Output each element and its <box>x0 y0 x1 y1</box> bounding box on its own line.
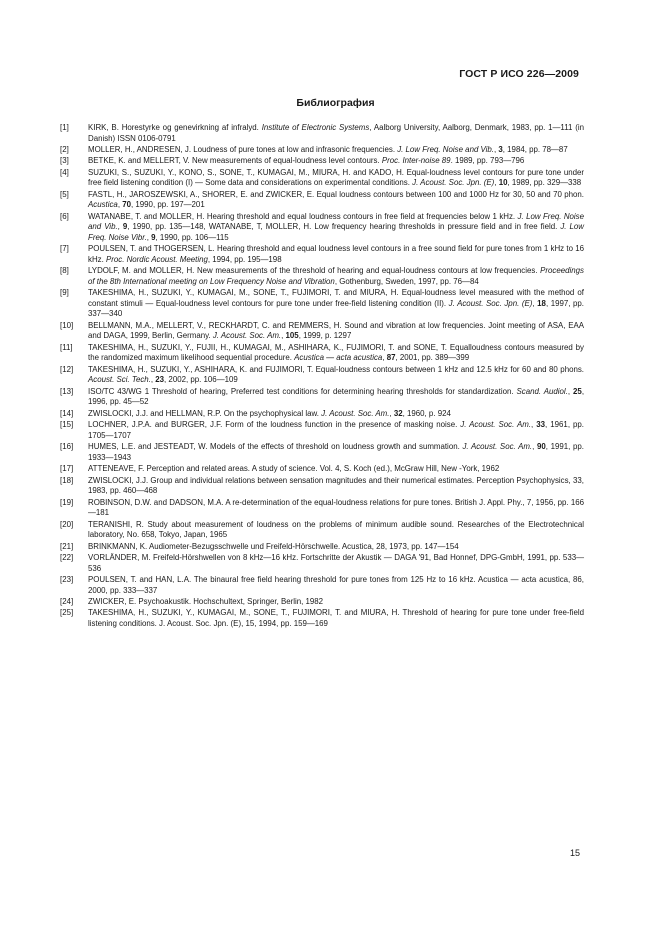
reference-text-part: ZWICKER, E. Psychoakustik. Hochschultext, Springer, Berlin, 1982 <box>88 597 324 606</box>
reference-text-part: , <box>117 222 123 232</box>
reference-item <box>60 321 584 342</box>
reference-text-part: , <box>567 386 574 396</box>
reference-text <box>88 365 584 386</box>
reference-text-part: , Aalborg University, Aalborg, Denmark, 1983, pp. 1—111 (in Danish) ISSN 0106-0791 <box>88 123 584 143</box>
reference-text <box>88 409 584 420</box>
reference-text-part: 9 <box>122 222 128 232</box>
reference-number: [17] <box>60 464 74 474</box>
reference-number: [5] <box>60 189 69 199</box>
reference-text-part: . 1989, pp. 793—796 <box>450 156 525 166</box>
reference-number: [3] <box>60 156 69 166</box>
reference-item <box>60 575 584 596</box>
reference-number: [4] <box>60 167 69 177</box>
reference-text-part: , 1960, p. 924 <box>402 408 451 418</box>
reference-text-part: , <box>146 232 152 242</box>
reference-text-part: J. Low Freq. Noise and Vib. <box>397 144 494 154</box>
reference-item <box>60 542 584 553</box>
reference-item <box>60 420 584 441</box>
reference-text-part: ZWISLOCKI, J.J. and HELLMAN, R.P. On the psychophysical law. <box>88 408 322 418</box>
reference-number: [14] <box>60 408 74 418</box>
reference-text-part: , <box>531 420 537 430</box>
reference-item <box>60 288 584 320</box>
reference-text-part: BELLMANN, M.A., MELLERT, V., RECKHARDT, C. and REMMERS, H. Sound and vibration at low frequencies. Joint meeting of ASA, EAA and DAGA, 1999, Berlin, Germany. <box>88 320 584 341</box>
reference-text-part: , 1996, pp. 45—52 <box>88 386 585 407</box>
reference-text-part: , <box>150 375 156 385</box>
document-standard-code: ГОСТ Р ИСО 226—2009 <box>459 68 579 80</box>
reference-text-part: FASTL, H., JAROSZEWSKI, A., SHORER, E. and ZWICKER, E. Equal loudness contours between 100 and 1000 Hz for 30, 50 and 70 phon. <box>88 189 584 199</box>
reference-text-part: J. Acoust. Soc. Jpn. (E) <box>448 298 533 308</box>
reference-text <box>88 266 584 287</box>
reference-item <box>60 520 584 541</box>
reference-text-part: 90 <box>536 442 546 452</box>
reference-text <box>88 343 584 364</box>
reference-number: [2] <box>60 144 69 154</box>
reference-text-part: , <box>494 178 499 188</box>
reference-item <box>60 498 584 519</box>
reference-text-part: , 1994, pp. 195—198 <box>207 254 282 264</box>
reference-number: [6] <box>60 211 69 221</box>
reference-text <box>88 212 584 244</box>
reference-text-part: Proc. Inter-noise 89 <box>381 156 451 166</box>
reference-text-part: , 2002, pp. 106—109 <box>164 375 238 385</box>
reference-item <box>60 464 584 475</box>
reference-text <box>88 464 584 475</box>
reference-text-part: 10 <box>498 178 508 188</box>
reference-text <box>88 168 584 189</box>
reference-text-part: J. Low Freq. Noise and Vib. <box>88 211 585 232</box>
reference-number: [11] <box>60 342 73 352</box>
reference-text-part: 87 <box>386 353 396 363</box>
reference-text-part: 33 <box>536 420 546 430</box>
reference-text-part: Acustica <box>88 200 118 210</box>
reference-number: [12] <box>60 364 74 374</box>
reference-number: [16] <box>60 442 74 452</box>
reference-text-part: , 2001, pp. 389—399 <box>395 353 470 363</box>
reference-text-part: J. Acoust. Soc. Am. <box>462 442 533 452</box>
reference-text <box>88 387 584 408</box>
reference-text-part: TAKESHIMA, H., SUZUKI, Y., KUMAGAI, M., SONE, T., FUJIMORI, T. and MIURA, H. Equal-loudness level measured with the method of constant stimuli — Equal-loudness level contours for pure tone under free-field listening condition (II). <box>88 288 584 308</box>
reference-text-part: , 1999, p. 1297 <box>298 331 352 341</box>
reference-text-part: TAKESHIMA, H., SUZUKI, Y., KUMAGAI, M., SONE, T., FUJIMORI, T. and MIURA, H. Threshold of hearing for pure tone under free-field listening conditions. J. Acoust. Soc. Jpn. (E), 15, 1994, pp. 159—169 <box>88 608 584 628</box>
reference-text-part: , 1989, pp. 329—338 <box>507 178 582 188</box>
reference-text <box>88 575 584 596</box>
reference-number: [20] <box>60 519 74 529</box>
reference-text-part: J. Acoust. Soc. Jpn. (E) <box>412 178 495 188</box>
reference-text-part: SUZUKI, S., SUZUKI, Y., KONO, S., SONE, T., KUMAGAI, M., MIURA, H. and KADO, H. Equal-loudness level contours for pure tone under free field listening condition (I) — Some data and considerations on experimental conditions. <box>88 167 584 188</box>
reference-text-part: VORLÄNDER, M. Freifeld-Hörshwellen von 8 kHz—16 kHz. Fortschritte der Akustik — DAGA '91, Bad Honnef, DPG-GmbH, 1991, pp. 533—536 <box>88 553 584 573</box>
reference-text-part: J. Low Freq. Noise Vibr. <box>88 222 584 242</box>
reference-text-part: TERANISHI, R. Study about measurement of loudness on the problems of minimum audible sound. Researches of the Electrotechnical laboratory, No. 658, Tokyo, Japan, 1965 <box>88 519 584 540</box>
reference-text-part: , 1990, pp. 197—201 <box>131 200 205 210</box>
reference-text-part: KIRK, B. Horestyrke og genevirkning af infralyd. <box>88 123 262 132</box>
reference-item <box>60 553 584 574</box>
reference-text-part: Scand. Audiol. <box>516 386 568 396</box>
reference-text-part: 70 <box>122 200 131 210</box>
reference-text-part: MOLLER, H., ANDRESEN, J. Loudness of pure tones at low and infrasonic frequencies. <box>88 144 398 154</box>
reference-text-part: , 1997, pp. 337—340 <box>88 298 585 319</box>
reference-text-part: , <box>382 353 387 363</box>
reference-text-part: Institute of Electronic Systems <box>261 123 370 132</box>
reference-item <box>60 168 584 189</box>
reference-text-part: , 1990, pp. 106—115 <box>155 232 229 242</box>
reference-text-part: ZWISLOCKI, J.J. Group and individual relations between sensation magnitudes and their numerical estimates. Perception Psychophysics, 33, 1983, pp. 460—468 <box>88 475 584 496</box>
reference-number: [1] <box>60 123 69 132</box>
bibliography-list <box>60 123 584 630</box>
reference-text <box>88 156 584 167</box>
reference-number: [25] <box>60 608 74 618</box>
reference-text-part: BRINKMANN, K. Audiometer-Bezugsschwelle und Freifeld-Hörschwelle. Acustica, 28, 1973, pp. 147—154 <box>88 541 459 551</box>
reference-text-part: Acustica — acta acustica <box>294 353 383 363</box>
reference-number: [22] <box>60 553 74 563</box>
reference-text-part: , <box>532 442 537 452</box>
reference-text-part: J. Acoust. Soc. Am. <box>460 420 532 430</box>
reference-text-part: POULSEN, T. and HAN, L.A. The binaural free field hearing threshold for pure tones from 125 Hz to 16 kHz. Acustica — acta acustica, 86, 2000, pp. 333—337 <box>88 575 584 595</box>
reference-text <box>88 608 584 629</box>
reference-text-part: LOCHNER, J.P.A. and BURGER, J.F. Form of the loudness function in the presence of masking noise. <box>88 420 461 430</box>
reference-item <box>60 343 584 364</box>
reference-text-part: , <box>389 408 394 418</box>
reference-text-part: 32 <box>393 408 403 418</box>
reference-text-part: 9 <box>151 232 156 242</box>
reference-text <box>88 321 584 342</box>
reference-text-part: , 1991, pp. 1933—1943 <box>88 442 584 462</box>
reference-item <box>60 476 584 497</box>
reference-text-part: ISO/TC 43/WG 1 Threshold of hearing, Preferred test conditions for determining hearing thresholds for standardization. <box>88 386 517 396</box>
reference-number: [8] <box>60 266 69 276</box>
reference-item <box>60 145 584 156</box>
reference-text-part: ROBINSON, D.W. and DADSON, M.A. A re-determination of the equal-loudness relations for pure tones. British J. Appl. Phy., 7, 1956, pp. 166—181 <box>88 497 584 518</box>
reference-text <box>88 244 584 265</box>
reference-item <box>60 190 584 211</box>
reference-text <box>88 145 584 156</box>
reference-item <box>60 244 584 265</box>
reference-text <box>88 476 584 497</box>
reference-item <box>60 608 584 629</box>
reference-item <box>60 387 584 408</box>
reference-text-part: 18 <box>537 298 546 308</box>
reference-text-part: J. Acoust. Soc. Am. <box>212 331 282 341</box>
reference-text-part: , 1990, pp. 135—148, WATANABE, T, MOLLER, H. Low frequency hearing thresholds in pressure field and in free field. <box>127 222 561 232</box>
reference-text-part: , Gothenburg, Sweden, 1997, pp. 76—84 <box>334 276 479 286</box>
reference-text-part: , 1961, pp. 1705—1707 <box>88 420 584 440</box>
reference-number: [21] <box>60 541 74 551</box>
reference-text-part: , <box>532 298 538 308</box>
reference-text-part: TAKESHIMA, H., SUZUKI, Y., ASHIHARA, K. and FUJIMORI, T. Equal-loudness contours between 1 kHz and 12.5 kHz for 60 and 80 phons. <box>88 364 584 374</box>
reference-number: [7] <box>60 244 69 254</box>
reference-text-part: , <box>281 331 286 341</box>
reference-text <box>88 597 584 608</box>
reference-number: [13] <box>60 386 74 396</box>
reference-text-part: ATTENEAVE, F. Perception and related areas. A study of science. Vol. 4, S. Koch (ed.), McGraw Hill, New -York, 1962 <box>88 464 500 474</box>
reference-text <box>88 123 584 144</box>
reference-number: [23] <box>60 575 74 585</box>
reference-text-part: , <box>494 144 499 154</box>
reference-text-part: , <box>117 200 123 210</box>
reference-number: [15] <box>60 420 74 430</box>
reference-number: [19] <box>60 497 74 507</box>
reference-number: [9] <box>60 288 69 298</box>
reference-text-part: TAKESHIMA, H., SUZUKI, Y., FUJII, H., KUMAGAI, M., ASHIHARA, K., FUJIMORI, T. and SONE, T. Equalloudness contours measured by the randomized maximum likelihood sequential procedure. <box>88 342 584 363</box>
reference-number: [24] <box>60 597 74 606</box>
reference-text-part: LYDOLF, M. and MOLLER, H. New measurements of the threshold of hearing and equal-loudness contours at low frequencies. <box>88 266 541 276</box>
reference-text <box>88 420 584 441</box>
reference-text <box>88 498 584 519</box>
reference-text-part: 3 <box>498 144 503 154</box>
reference-number: [18] <box>60 475 74 485</box>
reference-text <box>88 190 584 211</box>
page-number: 15 <box>569 848 580 858</box>
reference-item <box>60 409 584 420</box>
reference-item <box>60 123 584 144</box>
reference-text-part: J. Acoust. Soc. Am. <box>321 408 390 418</box>
reference-item <box>60 266 584 287</box>
reference-text <box>88 553 584 574</box>
reference-item <box>60 365 584 386</box>
reference-item <box>60 212 584 244</box>
reference-text-part: 25 <box>573 386 582 396</box>
page-title: Библиография <box>296 97 375 109</box>
reference-item <box>60 156 584 167</box>
reference-text-part: HUMES, L.E. and JESTEADT, W. Models of the effects of threshold on loudness growth and summation. <box>88 442 463 452</box>
reference-text-part: WATANABE, T. and MOLLER, H. Hearing threshold and equal loudness contours in free field at frequencies below 1 kHz. <box>88 211 518 221</box>
reference-text <box>88 442 584 463</box>
reference-text-part: Proc. Nordic Acoust. Meeting <box>105 254 208 264</box>
reference-text-part: 23 <box>155 375 165 385</box>
reference-text <box>88 288 584 320</box>
reference-item <box>60 442 584 463</box>
reference-text-part: , 1984, pp. 78—87 <box>502 144 568 154</box>
reference-number: [10] <box>60 320 74 330</box>
reference-text-part: Acoust. Sci. Tech. <box>88 375 151 385</box>
reference-text <box>88 520 584 541</box>
reference-item <box>60 597 584 608</box>
reference-text-part: 105 <box>285 331 299 341</box>
reference-text-part: POULSEN, T. and THOGERSEN, L. Hearing threshold and equal loudness level contours in a free sound field for pure tones from 1 kHz to 16 kHz. <box>88 244 584 264</box>
reference-text-part: Proceedings of the 8th International meeting on Low Frequency Noise and Vibration <box>88 266 584 286</box>
reference-text <box>88 542 584 553</box>
reference-text-part: BETKE, K. and MELLERT, V. New measurements of equal-loudness level contours. <box>88 156 382 166</box>
